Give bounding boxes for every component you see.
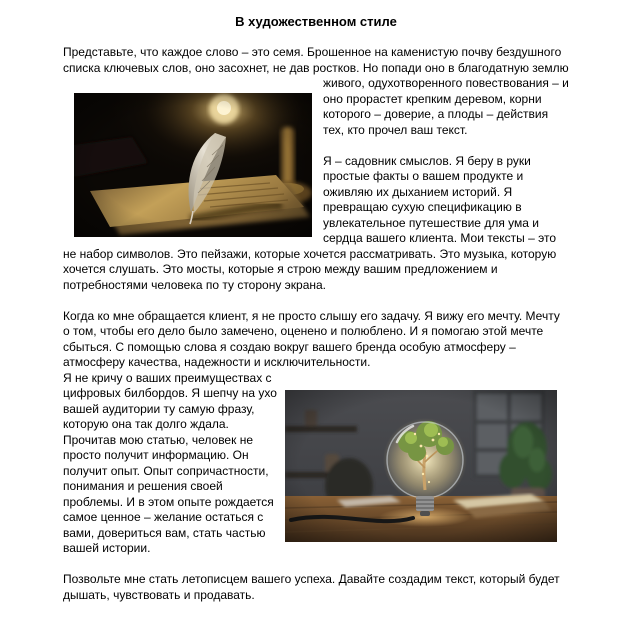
- paragraph-text: Я – садовник смыслов. Я беру в руки простые факты о вашем продукте и оживляю их дыханием историй. Я превращаю сухую спецификацию в увлекательное путешествие для ума и сердца вашего клиента. Мои тексты – это не набор символов. Это пейзажи, которые хочется рассматривать. Это музыка, которую хочется слушать. Это мосты, которые я строю между вашим предложением и потребностями человека по ту сторону экрана.: [63, 153, 557, 292]
- paragraph-text: Когда ко мне обращается клиент, я не просто слышу его задачу. Я вижу его мечту. Мечту о том, чтобы его дело было замечено, оценено и полюблено. И я помогаю этой мечте сбыться. С помощью слова я создаю вокруг вашего бренда особую атмосферу – атмосферу качества, надежности и исключительности.: [63, 308, 560, 369]
- paragraph-closing: [63, 572, 569, 603]
- paragraph-text: Я не кричу о ваших преимуществах с цифровых билбордов. Я шепчу на ухо вашей аудитории ту самую фразу, которую она так долго ждала. Прочитав мою статью, человек не просто получит информацию. Он получит опыт. Опыт сопричастности, понимания и решения своей проблемы. И в этом опыте рождается самое ценное – желание остаться с вами, довериться вам, стать частью вашей истории.: [63, 370, 277, 555]
- tree-in-lightbulb-image[interactable]: [285, 390, 557, 542]
- feather-quill-image[interactable]: [74, 93, 312, 237]
- paragraph-client-dream: [63, 309, 569, 371]
- paragraph-text: Позвольте мне стать летописцем вашего успеха. Давайте создадим текст, который будет дышать, чувствовать и продавать.: [63, 572, 560, 602]
- paragraph-text: Представьте, что каждое слово – это семя. Брошенное на каменистую почву бездушного списка ключевых слов, оно засохнет, не дав ростков. Но попади оно в: [63, 45, 562, 75]
- paragraph-text: благодатную землю живого, одухотворенного повествования – и оно прорастет крепким деревом, корни которого – доверие, а плоды – действия тех, кто прочел ваш текст.: [323, 60, 569, 137]
- document-title: В художественном стиле: [235, 14, 397, 29]
- tree-in-lightbulb-illustration: [285, 390, 557, 542]
- feather-quill-illustration: [74, 93, 312, 237]
